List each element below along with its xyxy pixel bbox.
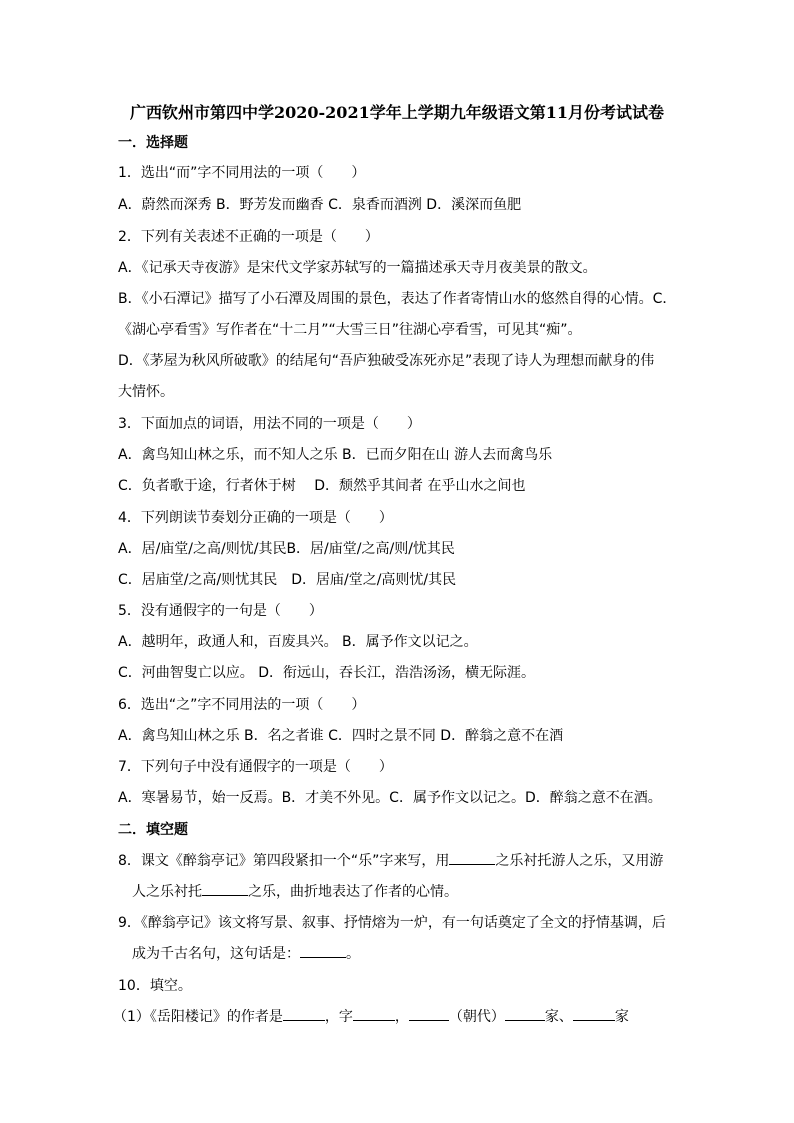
q8-text-4: 之乐，曲折地表达了作者的心情。 — [248, 884, 458, 900]
q8-text-1: 8．课文《醉翁亭记》第四段紧扣一个“乐”字来写，用 — [118, 853, 450, 869]
q10-blank-dynasty[interactable] — [409, 1006, 449, 1021]
q1-options: A．蔚然而深秀 B．野芳发而幽香 C．泉香而酒洌 D．溪深而鱼肥 — [118, 197, 522, 213]
q6-stem: 6．选出“之”字不同用法的一项（ ） — [118, 697, 366, 713]
q9-line1: 9．《醉翁亭记》该文将写景、叙事、抒情熔为一炉，有一句话奠定了全文的抒情基调，后 — [118, 915, 666, 931]
q10-text-6: 家 — [614, 1009, 629, 1025]
q5-options-ab: A．越明年，政通人和，百废具兴。 B．属予作文以记之。 — [118, 634, 478, 650]
q9-text-1: 成为千古名句，这句话是： — [132, 946, 300, 962]
q7-stem: 7．下列句子中没有通假字的一项是（ ） — [118, 759, 393, 775]
q8-blank-2[interactable] — [202, 881, 248, 896]
section-heading-choice: 一．选择题 — [118, 135, 188, 151]
q2-option-d-cont: 大情怀。 — [118, 384, 174, 400]
q10-blank-role-2[interactable] — [573, 1006, 615, 1021]
q1-stem: 1．选出“而”字不同用法的一项（ ） — [118, 165, 366, 181]
q2-option-a: A．《记承天寺夜游》是宋代文学家苏轼写的一篇描述承天寺月夜美景的散文。 — [118, 260, 597, 276]
q7-options: A．寒暑易节，始一反焉。B．才美不外见。C．属予作文以记之。D．醉翁之意不在酒。 — [118, 790, 662, 806]
q9-text-2: 。 — [346, 946, 360, 962]
q2-option-c: 《湖心亭看雪》写作者在“十二月”“大雪三日”往湖心亭看雪，可见其“痴”。 — [118, 322, 582, 338]
q5-stem: 5．没有通假字的一句是（ ） — [118, 603, 323, 619]
q6-options: A．禽鸟知山林之乐 B．名之者谁 C．四时之景不同 D．醉翁之意不在酒 — [118, 728, 564, 744]
q3-options-cd: C．负者歌于途，行者休于树 D．颓然乎其间者 在乎山水之间也 — [118, 478, 526, 494]
q10-text-4: （朝代） — [448, 1009, 505, 1025]
q8-text-2: 之乐衬托游人之乐，又用游 — [495, 853, 664, 869]
q2-option-d: D．《茅屋为秋风所破歌》的结尾句“吾庐独破受冻死亦足”表现了诗人为理想而献身的伟 — [118, 353, 655, 369]
exam-title: 广西钦州市第四中学2020-2021学年上学期九年级语文第11月份考试试卷 — [130, 103, 664, 122]
q8-blank-1[interactable] — [449, 850, 495, 865]
q10-stem: 10．填空。 — [118, 978, 192, 994]
q10-text-1: （1）《岳阳楼记》的作者是 — [113, 1009, 283, 1025]
section-heading-fill: 二．填空题 — [118, 822, 188, 838]
q9-blank[interactable] — [300, 943, 346, 958]
q10-blank-role-1[interactable] — [505, 1006, 545, 1021]
q2-stem: 2．下列有关表述不正确的一项是（ ） — [118, 229, 379, 245]
q10-blank-courtesy-name[interactable] — [353, 1006, 395, 1021]
q8-text-3: 人之乐衬托 — [132, 884, 202, 900]
q5-options-cd: C．河曲智叟亡以应。 D．衔远山，吞长江，浩浩汤汤，横无际涯。 — [118, 665, 536, 681]
q10-text-3: ， — [394, 1009, 409, 1025]
q3-stem: 3．下面加点的词语，用法不同的一项是（ ） — [118, 416, 421, 432]
q8-line1 — [118, 850, 663, 872]
q4-stem: 4．下列朗读节奏划分正确的一项是（ ） — [118, 510, 393, 526]
q8-line2 — [132, 881, 458, 903]
q10-item-1 — [113, 1006, 629, 1028]
q4-options-ab: A．居/庙堂/之高/则忧/其民B．居/庙堂/之高/则/忧其民 — [118, 541, 455, 557]
q2-option-b: B．《小石潭记》描写了小石潭及周围的景色，表达了作者寄情山水的悠然自得的心情。C． — [118, 291, 677, 307]
q10-blank-author[interactable] — [283, 1006, 325, 1021]
q9-line2 — [132, 943, 360, 965]
q4-options-cd: C．居庙堂/之高/则忧其民 D．居庙/堂之/高则忧/其民 — [118, 572, 457, 588]
q10-text-5: 家、 — [544, 1009, 573, 1025]
q10-text-2: ，字 — [324, 1009, 353, 1025]
q3-options-ab: A．禽鸟知山林之乐，而不知人之乐 B．已而夕阳在山 游人去而禽鸟乐 — [118, 447, 553, 463]
